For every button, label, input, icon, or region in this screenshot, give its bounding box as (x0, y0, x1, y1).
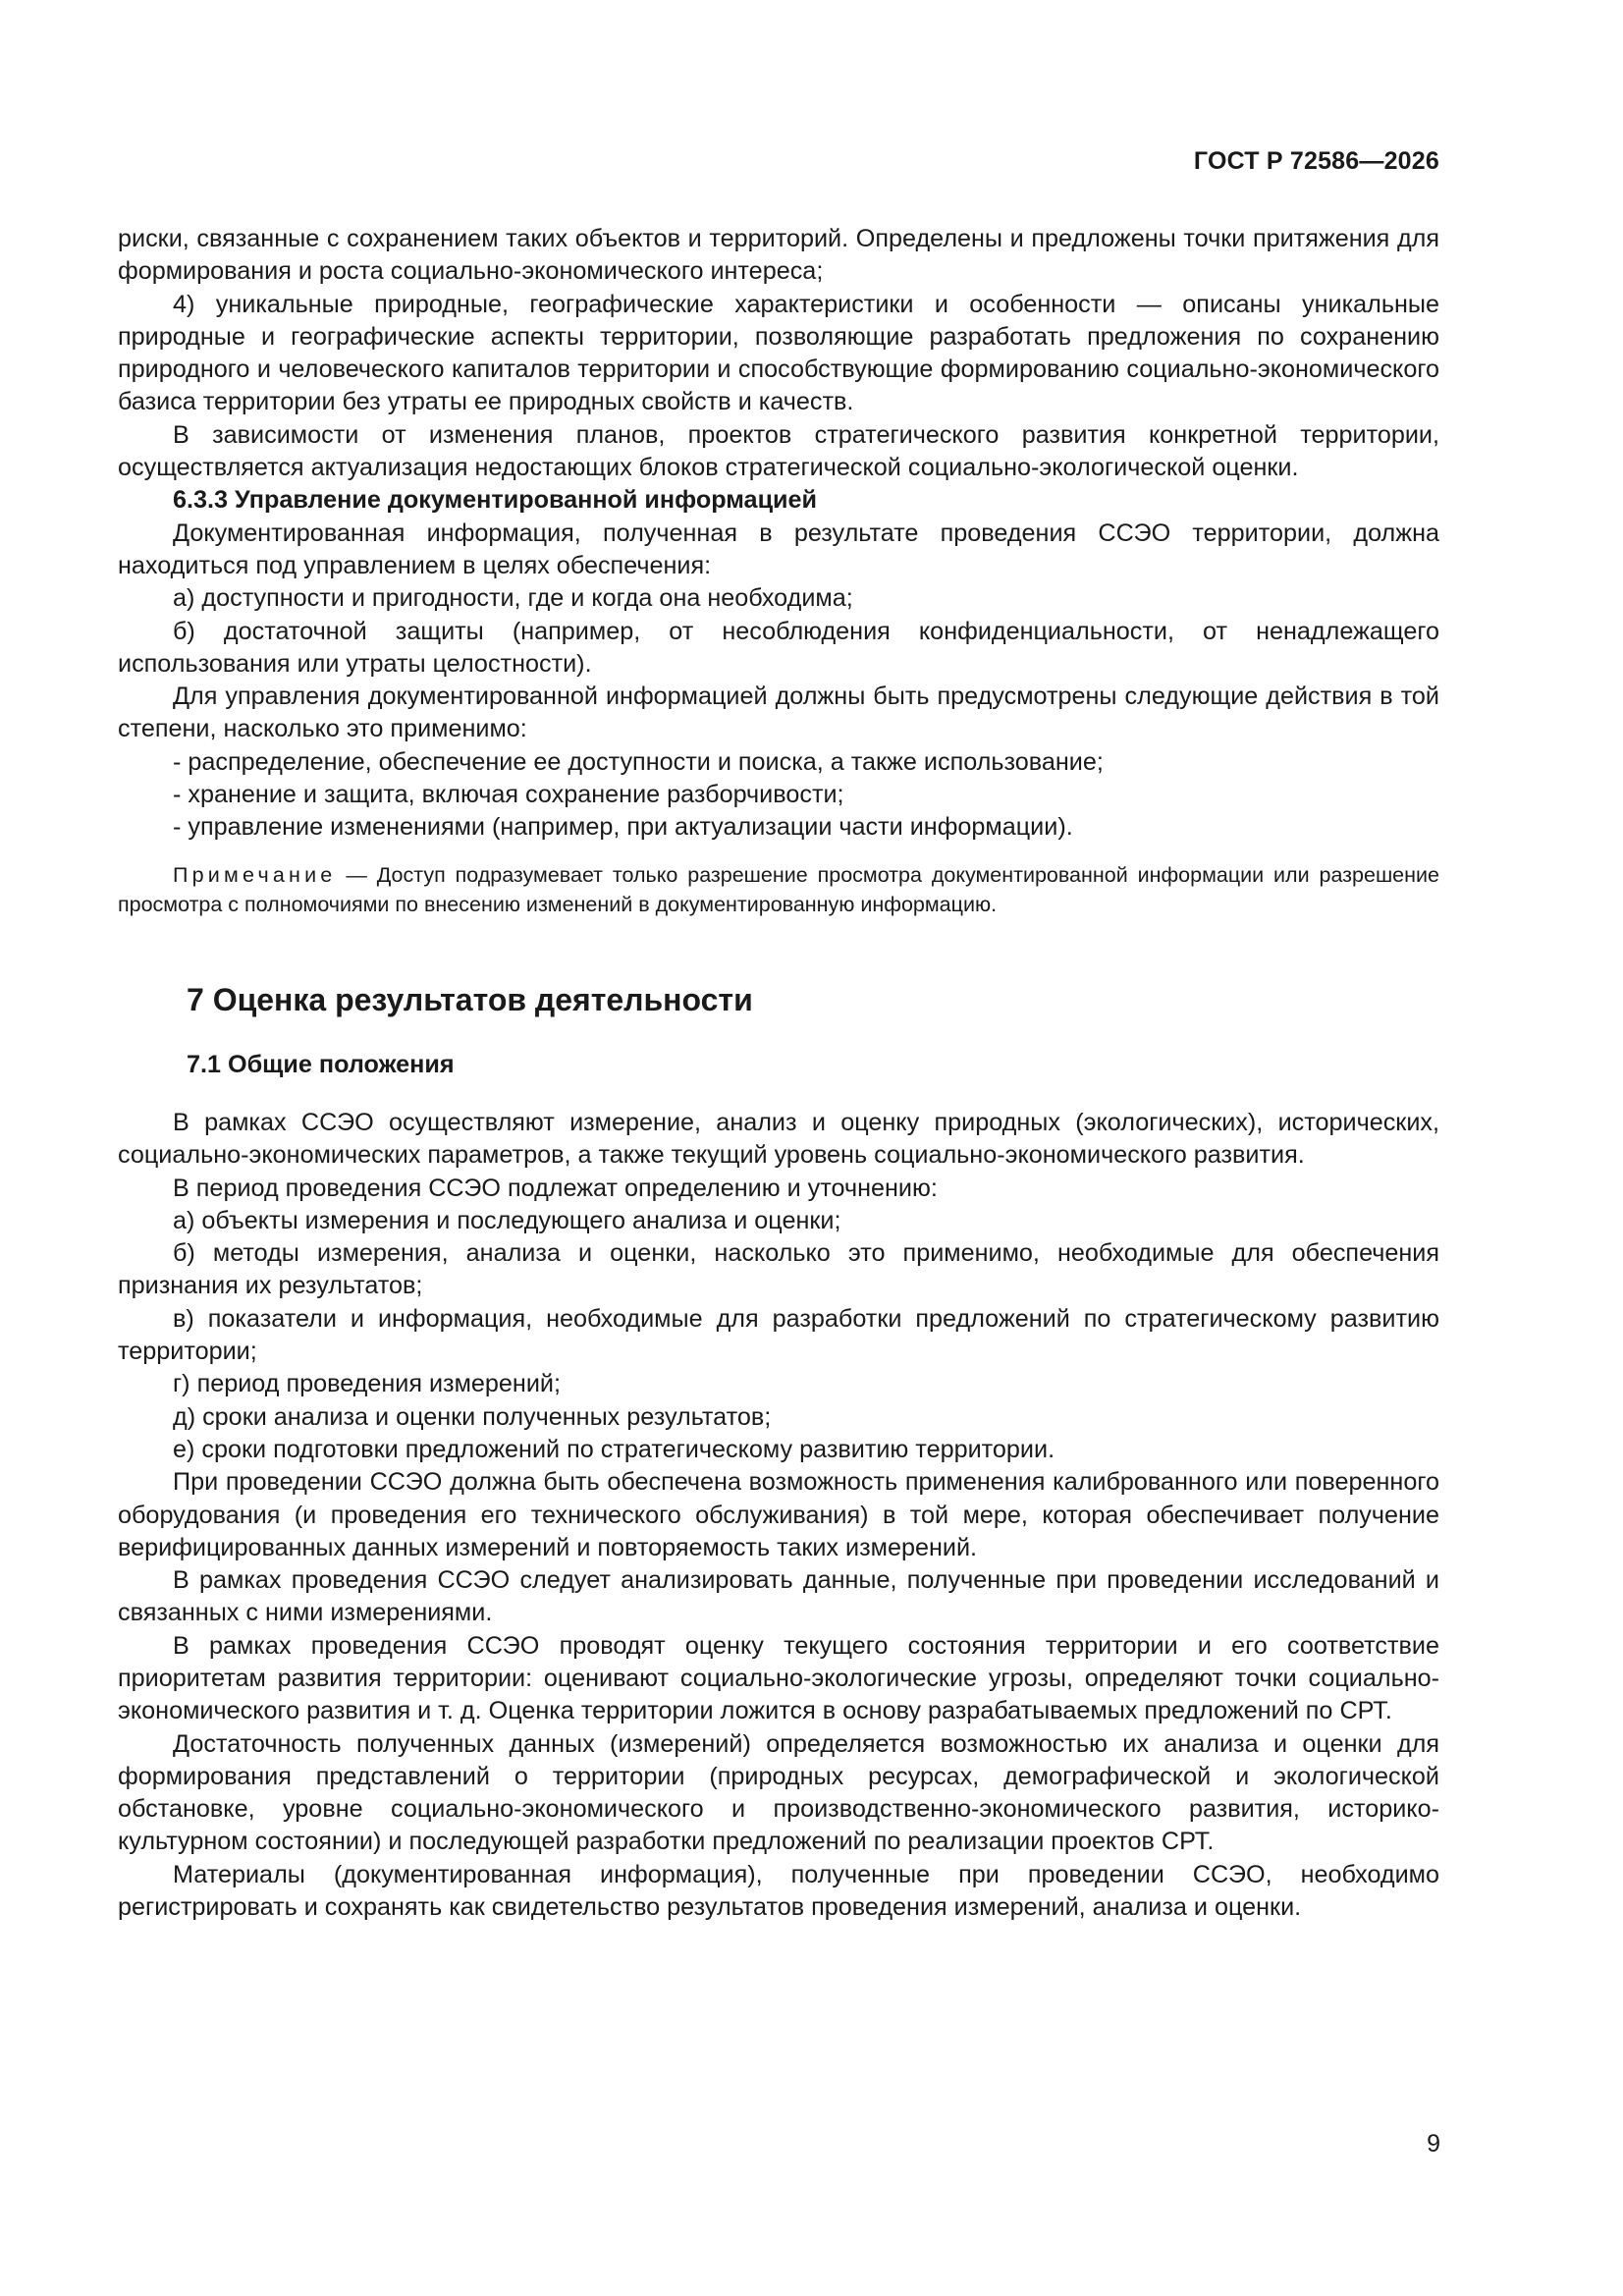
list-item-7-1-e: е) сроки подготовки предложений по стратегическому развитию территории. (173, 1435, 1055, 1463)
list-item-7-1-a: а) объекты измерения и последующего анализа и оценки; (173, 1206, 841, 1234)
dash-item-1: - распределение, обеспечение ее доступности и поиска, а также использование; (173, 747, 1104, 776)
note (118, 860, 1439, 919)
paragraph-7-1-4: В рамках проведения ССЭО следует анализировать данные, полученные при проведении исследований и связанных с ними измерениями. (118, 1566, 1439, 1627)
dash-item-2: - хранение и защита, включая сохранение разборчивости; (173, 781, 844, 809)
paragraph-doc-info: Документированная информация, полученная в результате проведения ССЭО территории, должна находиться под управлением в целях обеспечения: (118, 519, 1439, 579)
list-item-7-1-v: в) показатели и информация, необходимые для разработки предложений по стратегическому развитию территории; (118, 1304, 1439, 1366)
note-label: Примечание (173, 862, 337, 887)
paragraph-continued: риски, связанные с сохранением таких объектов и территорий. Определены и предложены точки притяжения для формирования и роста социально-экономического интереса; (118, 225, 1439, 286)
list-item-4: 4) уникальные природные, географические характеристики и особенности — описаны уникальные природные и географические аспекты территории, позволяющие разработать предложения по сохранению природного и человеческого капиталов территории и способствующие формированию социально-экономического базиса территории без утраты ее природных свойств и качеств. (118, 290, 1439, 416)
paragraph-7-1-6: Достаточность полученных данных (измерений) определяется возможностью их анализа и оценки для формирования представлений о территории (природных ресурсах, демографической и экологической обстановке, уровне социально-экономического и производственно-экономического развития, историко-культурном состоянии) и последующей разработки предложений по реализации проектов СРТ. (118, 1729, 1439, 1856)
document-number: ГОСТ Р 72586—2026 (1193, 147, 1439, 175)
paragraph-7-1-3: При проведении ССЭО должна быть обеспечена возможность применения калиброванного или поверенного оборудования (и проведения его технического обслуживания) в той мере, которая обеспечивает получение верифицированных данных измерений и повторяемость таких измерений. (118, 1468, 1439, 1561)
paragraph-actions: Для управления документированной информацией должны быть предусмотрены следующие действия в той степени, насколько это применимо: (118, 683, 1439, 743)
list-item-7-1-b: б) методы измерения, анализа и оценки, насколько это применимо, необходимые для обеспечения признания их результатов; (118, 1239, 1439, 1300)
section-7-title: 7 Оценка результатов деятельности (187, 981, 753, 1017)
paragraph-7-1-2: В период проведения ССЭО подлежат определению и уточнению: (173, 1174, 938, 1202)
note-text: — Доступ подразумевает только разрешение просмотра документированной информации или разрешение просмотра с полномочиями по внесению изменений в документированную информацию. (118, 862, 1439, 916)
dash-item-3: - управление изменениями (например, при актуализации части информации). (173, 813, 1073, 842)
paragraph-7-1-7: Материалы (документированная информация), полученные при проведении ССЭО, необходимо регистрировать и сохранять как свидетельство результатов проведения измерений, анализа и оценки. (118, 1860, 1439, 1922)
heading-6-3-3: 6.3.3 Управление документированной информацией (173, 486, 818, 515)
page-number: 9 (1427, 2130, 1440, 2158)
section-7-1-title: 7.1 Общие положения (187, 1050, 455, 1078)
page-body (118, 223, 1439, 1924)
list-item-7-1-d: д) сроки анализа и оценки полученных результатов; (173, 1402, 772, 1431)
paragraph-7-1-5: В рамках проведения ССЭО проводят оценку текущего состояния территории и его соответствие приоритетам развития территории: оценивают социально-экологические угрозы, определяют точки социально-экономического развития и т. д. Оценка территории ложится в основу разрабатываемых предложений по СРТ. (118, 1631, 1439, 1725)
paragraph-update: В зависимости от изменения планов, проектов стратегического развития конкретной территории, осуществляется актуализация недостающих блоков стратегической социально-экологической оценки. (118, 420, 1439, 482)
paragraph-7-1-1: В рамках ССЭО осуществляют измерение, анализ и оценку природных (экологических), исторических, социально-экономических параметров, а также текущий уровень социально-экономического развития. (118, 1108, 1439, 1170)
list-item-a: а) доступности и пригодности, где и когда она необходима; (173, 584, 853, 613)
list-item-7-1-g: г) период проведения измерений; (173, 1370, 561, 1398)
list-item-b: б) достаточной защиты (например, от несоблюдения конфиденциальности, от ненадлежащего использования или утраты целостности). (118, 617, 1439, 678)
